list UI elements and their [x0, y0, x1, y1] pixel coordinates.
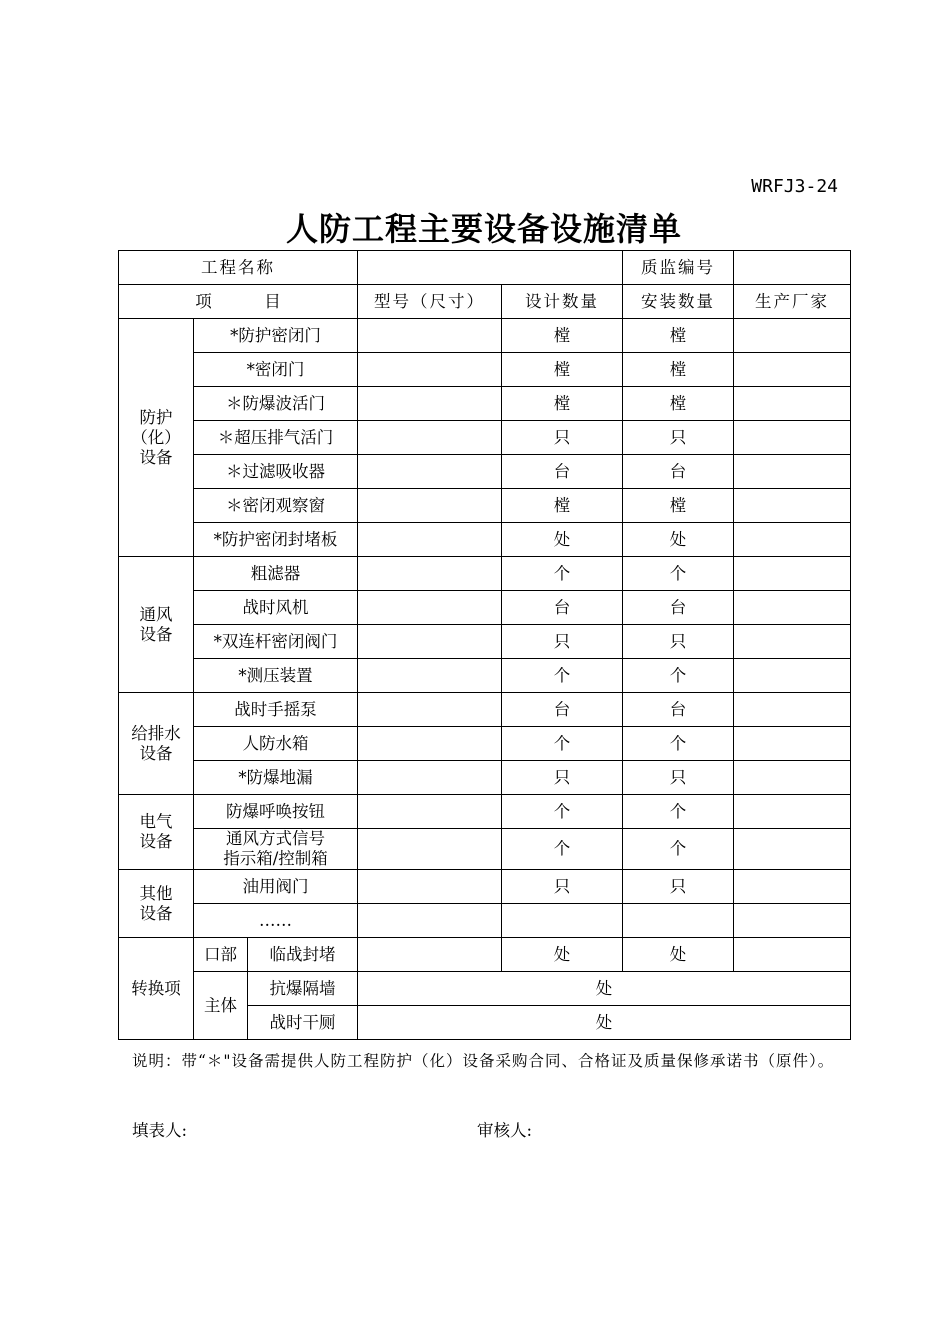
manufacturer-field[interactable]	[734, 727, 851, 761]
col-header-manufacturer: 生产厂家	[734, 285, 851, 319]
table-row	[119, 557, 851, 591]
model-field[interactable]	[358, 938, 502, 972]
design-qty-field[interactable]: 只	[502, 625, 623, 659]
model-field[interactable]	[358, 489, 502, 523]
table-row	[119, 795, 851, 829]
group-label-line: 通风	[139, 604, 173, 624]
design-qty-field[interactable]: 个	[502, 795, 623, 829]
group-label-line: 设备	[139, 832, 173, 851]
item-name: *防护密闭封堵板	[194, 523, 358, 557]
manufacturer-field[interactable]	[734, 319, 851, 353]
item-name: 抗爆隔墙	[248, 972, 358, 1006]
install-qty-field[interactable]: 樘	[623, 489, 734, 523]
manufacturer-field[interactable]	[734, 904, 851, 938]
group-label-protection	[119, 319, 194, 557]
manufacturer-field[interactable]	[734, 659, 851, 693]
item-name: 粗滤器	[194, 557, 358, 591]
manufacturer-field[interactable]	[734, 829, 851, 870]
table-row	[119, 659, 851, 693]
install-qty-field[interactable]: 个	[623, 829, 734, 870]
table-row	[119, 387, 851, 421]
install-qty-field[interactable]: 处	[623, 523, 734, 557]
manufacturer-field[interactable]	[734, 693, 851, 727]
design-qty-field[interactable]: 个	[502, 659, 623, 693]
table-row	[119, 761, 851, 795]
model-field[interactable]	[358, 319, 502, 353]
project-name-field[interactable]	[358, 251, 623, 285]
table-row	[119, 455, 851, 489]
design-qty-field[interactable]: 处	[502, 523, 623, 557]
col-header-item: 项 目	[119, 285, 358, 319]
table-row	[119, 693, 851, 727]
model-field[interactable]	[358, 523, 502, 557]
manufacturer-field[interactable]	[734, 387, 851, 421]
table-row	[119, 591, 851, 625]
group-label-line: 设备	[139, 903, 173, 923]
install-qty-field[interactable]: 个	[623, 557, 734, 591]
group-label-line: 设备	[139, 624, 173, 644]
table-row	[119, 421, 851, 455]
install-qty-field[interactable]	[623, 904, 734, 938]
table-row	[119, 870, 851, 904]
manufacturer-field[interactable]	[734, 870, 851, 904]
table-row	[119, 523, 851, 557]
design-qty-field[interactable]: 樘	[502, 319, 623, 353]
table-row	[119, 972, 851, 1006]
table-row	[119, 938, 851, 972]
design-qty-field[interactable]: 只	[502, 870, 623, 904]
item-name: ＊超压排气活门	[194, 421, 358, 455]
filler-label: 填表人:	[132, 1121, 188, 1140]
install-qty-field[interactable]: 台	[623, 591, 734, 625]
table-row	[119, 904, 851, 938]
page-title: 人防工程主要设备设施清单	[285, 210, 682, 248]
design-qty-field[interactable]: 只	[502, 421, 623, 455]
sub-label-entrance: 口部	[194, 938, 248, 972]
model-field[interactable]	[358, 591, 502, 625]
item-name: 油用阀门	[194, 870, 358, 904]
group-label-conversion: 转换项	[119, 938, 194, 1040]
item-name: 临战封堵	[248, 938, 358, 972]
model-field[interactable]	[358, 557, 502, 591]
item-name	[194, 829, 358, 870]
group-label-line: 给排水	[131, 723, 181, 743]
col-header-install-qty: 安装数量	[623, 285, 734, 319]
item-name: *测压装置	[194, 659, 358, 693]
sub-label-main: 主体	[194, 972, 248, 1040]
item-name: 人防水箱	[194, 727, 358, 761]
item-name: 战时干厕	[248, 1006, 358, 1040]
install-qty-field[interactable]: 台	[623, 693, 734, 727]
table-row-project	[119, 251, 851, 285]
design-qty-field[interactable]: 台	[502, 591, 623, 625]
group-label-ventilation	[119, 557, 194, 693]
install-qty-field[interactable]: 樘	[623, 319, 734, 353]
manufacturer-field[interactable]	[734, 761, 851, 795]
model-field[interactable]	[358, 727, 502, 761]
model-field[interactable]	[358, 829, 502, 870]
item-name: *防护密闭门	[194, 319, 358, 353]
item-name: ＊密闭观察窗	[194, 489, 358, 523]
manufacturer-field[interactable]	[734, 455, 851, 489]
design-qty-field[interactable]: 樘	[502, 489, 623, 523]
col-header-design-qty: 设计数量	[502, 285, 623, 319]
model-field[interactable]	[358, 353, 502, 387]
manufacturer-field[interactable]	[734, 938, 851, 972]
group-label-line: 电气	[139, 812, 173, 831]
design-qty-field[interactable]: 樘	[502, 353, 623, 387]
model-field[interactable]	[358, 870, 502, 904]
manufacturer-field[interactable]	[734, 421, 851, 455]
equipment-table	[118, 250, 851, 1040]
item-name: ＊过滤吸收器	[194, 455, 358, 489]
model-field[interactable]	[358, 387, 502, 421]
design-qty-field[interactable]	[502, 904, 623, 938]
install-qty-field[interactable]: 樘	[623, 387, 734, 421]
group-label-water	[119, 693, 194, 795]
manufacturer-field[interactable]	[734, 353, 851, 387]
design-qty-field[interactable]: 个	[502, 829, 623, 870]
item-name: ……	[194, 904, 358, 938]
item-name: 战时手摇泵	[194, 693, 358, 727]
design-qty-field[interactable]: 处	[502, 938, 623, 972]
manufacturer-field[interactable]	[734, 523, 851, 557]
install-qty-field[interactable]: 个	[623, 795, 734, 829]
group-label-line: （化）	[131, 427, 181, 447]
model-field[interactable]	[358, 693, 502, 727]
table-row	[119, 353, 851, 387]
group-label-other	[119, 870, 194, 938]
table-row	[119, 727, 851, 761]
item-name: *防爆地漏	[194, 761, 358, 795]
form-code: WRFJ3-24	[751, 176, 838, 197]
install-qty-field[interactable]: 个	[623, 727, 734, 761]
install-qty-field[interactable]: 个	[623, 659, 734, 693]
quantity-field[interactable]: 处	[358, 1006, 851, 1040]
group-label-line: 防护	[139, 407, 173, 427]
table-row	[119, 489, 851, 523]
design-qty-field[interactable]: 个	[502, 727, 623, 761]
table-row	[119, 625, 851, 659]
item-name: ＊防爆波活门	[194, 387, 358, 421]
design-qty-field[interactable]: 台	[502, 455, 623, 489]
table-row	[119, 319, 851, 353]
install-qty-field[interactable]: 台	[623, 455, 734, 489]
manufacturer-field[interactable]	[734, 795, 851, 829]
table-row	[119, 829, 851, 870]
model-field[interactable]	[358, 795, 502, 829]
quantity-field[interactable]: 处	[358, 972, 851, 1006]
note-text: 说明：带“＊"设备需提供人防工程防护（化）设备采购合同、合格证及质量保修承诺书（原件）。	[132, 1052, 835, 1070]
install-qty-field[interactable]: 只	[623, 761, 734, 795]
item-name: 防爆呼唤按钮	[194, 795, 358, 829]
item-name: *双连杆密闭阀门	[194, 625, 358, 659]
design-qty-field[interactable]: 台	[502, 693, 623, 727]
col-header-model: 型号（尺寸）	[358, 285, 502, 319]
item-name: 战时风机	[194, 591, 358, 625]
quality-no-field[interactable]	[734, 251, 851, 285]
quality-no-label: 质监编号	[623, 251, 734, 285]
install-qty-field[interactable]: 处	[623, 938, 734, 972]
design-qty-field[interactable]: 个	[502, 557, 623, 591]
group-label-line: 设备	[139, 447, 173, 467]
manufacturer-field[interactable]	[734, 625, 851, 659]
model-field[interactable]	[358, 904, 502, 938]
model-field[interactable]	[358, 761, 502, 795]
install-qty-field[interactable]: 只	[623, 870, 734, 904]
install-qty-field[interactable]: 只	[623, 625, 734, 659]
table-row-headers	[119, 285, 851, 319]
model-field[interactable]	[358, 455, 502, 489]
install-qty-field[interactable]: 樘	[623, 353, 734, 387]
manufacturer-field[interactable]	[734, 557, 851, 591]
model-field[interactable]	[358, 625, 502, 659]
group-label-line: 设备	[139, 743, 173, 763]
group-label-electrical	[119, 795, 194, 870]
item-name-line: 通风方式信号	[226, 829, 325, 848]
reviewer-label: 审核人:	[477, 1121, 533, 1140]
install-qty-field[interactable]: 只	[623, 421, 734, 455]
model-field[interactable]	[358, 659, 502, 693]
group-label-line: 其他	[139, 883, 173, 903]
design-qty-field[interactable]: 樘	[502, 387, 623, 421]
manufacturer-field[interactable]	[734, 489, 851, 523]
item-name-line: 指示箱/控制箱	[223, 849, 328, 868]
model-field[interactable]	[358, 421, 502, 455]
project-name-label: 工程名称	[119, 251, 358, 285]
manufacturer-field[interactable]	[734, 591, 851, 625]
item-name: *密闭门	[194, 353, 358, 387]
design-qty-field[interactable]: 只	[502, 761, 623, 795]
